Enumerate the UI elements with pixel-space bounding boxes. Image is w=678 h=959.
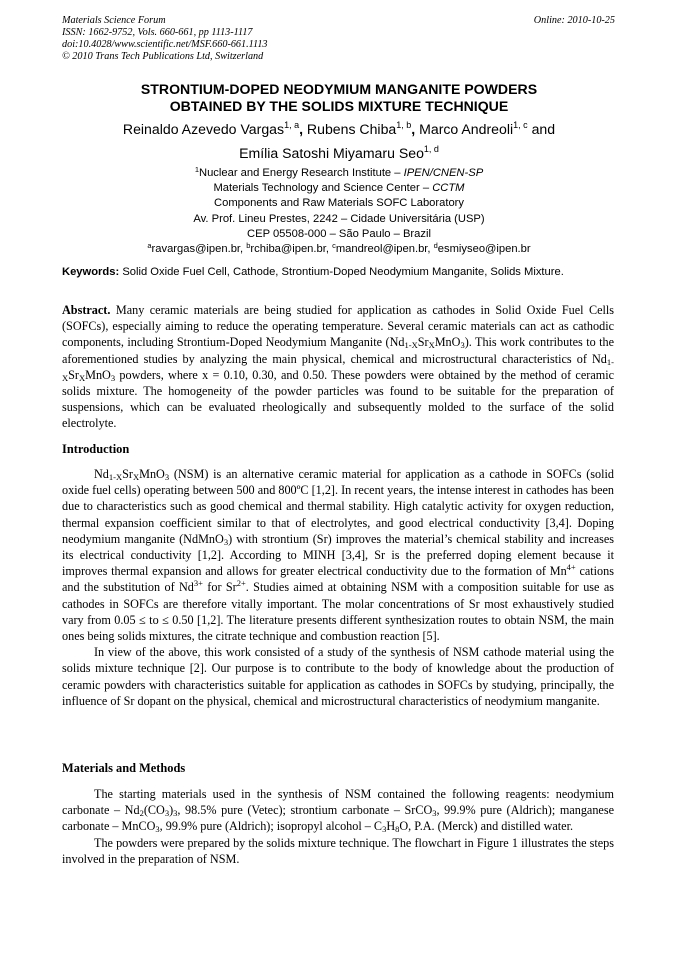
methods-body	[62, 786, 614, 867]
keywords-label: Keywords:	[62, 266, 120, 278]
text-run: (NSM) is an alternative ceramic material for application as a cathode in SOFCs (solid oxide fuel cells) operating between 500 and 800ºC [1,2]. In recent years, the intense interest in cathodes has been due to characteristics such as good chemical and thermal stability. High catalytic activity for oxygen reduction, thermal expansion coefficient similar to that of electrolytes, and good electrical conductivity [3,4]. Doping neodymium manganite (NdMnO	[62, 467, 614, 546]
online-date: Online: 2010-10-25	[533, 15, 615, 26]
email-link[interactable]: esmiyseo@ipen.br	[437, 243, 531, 256]
formula-sub: 1-X	[404, 340, 418, 351]
email-mark: d	[433, 241, 438, 251]
abstract-text: MnO	[85, 367, 111, 382]
copyright: © 2010 Trans Tech Publications Ltd, Switzerland	[62, 51, 264, 62]
formula-sub: 2	[139, 808, 144, 819]
author-affiliation-mark: 1, b	[396, 120, 412, 130]
abstract-text: ). This work contributes to the aforementioned studies by analyzing the main physical, chemical and microstructural characteristics of Nd	[62, 335, 614, 366]
text-run: MnO	[139, 467, 165, 481]
affiliation-line: CEP 05508-000 – São Paulo – Brazil	[247, 227, 431, 240]
text-run: , 98.5% pure (Vetec); strontium carbonate – SrCO	[177, 803, 433, 818]
affiliation-line: Components and Raw Materials SOFC Laboratory	[214, 197, 464, 210]
paragraph	[62, 786, 614, 835]
title-line-1: STRONTIUM-DOPED NEODYMIUM MANGANITE POWDERS	[140, 81, 538, 97]
section-heading-introduction: Introduction	[62, 442, 130, 456]
title-line-2: OBTAINED BY THE SOLIDS MIXTURE TECHNIQUE	[169, 98, 509, 114]
text-run: Sr	[122, 467, 133, 481]
affiliation-line: Av. Prof. Lineu Prestes, 2242 – Cidade Universitária (USP)	[193, 212, 485, 225]
abstract-text: Many ceramic materials are being studied for application as cathodes in Solid Oxide Fuel Cells (SOFCs), especially aiming to reduce the operating temperature. Several ceramic materials can act as cathodic components, including Strontium-Doped Neodymium Manganite (Nd	[62, 303, 615, 350]
author-affiliation-mark: 1, c	[513, 120, 528, 130]
affiliation-acronym: IPEN/CNEN-SP	[403, 167, 484, 179]
formula-sub: X	[428, 340, 435, 351]
doi: doi:10.4028/www.scientific.net/MSF.660-661.1113	[62, 39, 268, 50]
introduction-body	[62, 466, 614, 709]
formula-sub: 1-X	[62, 356, 614, 383]
formula-sub: X	[78, 372, 86, 383]
formula-sub: 3	[164, 472, 170, 482]
text-run: (CO	[143, 803, 165, 818]
text-run: for Sr	[202, 580, 237, 595]
affiliation-acronym: CCTM	[432, 182, 465, 195]
formula-sub: 3	[460, 340, 465, 351]
abstract-text: MnO	[434, 335, 461, 350]
affiliation-line: Nuclear and Energy Research Institute –	[199, 167, 404, 179]
text-run: O, P.A. (Merck) and distilled water.	[399, 819, 574, 834]
formula-sub: 8	[395, 824, 400, 835]
journal-header	[62, 15, 268, 63]
text-run: )	[169, 803, 174, 818]
formula-sub: 3	[155, 824, 160, 835]
formula-sup: 3+	[193, 578, 203, 589]
abstract-label: Abstract.	[62, 303, 111, 317]
formula-sub: 3	[173, 808, 178, 819]
keywords-text: Solid Oxide Fuel Cell, Cathode, Strontium-Doped Neodymium Manganite, Solids Mixture.	[122, 266, 564, 278]
formula-sub: X	[132, 472, 140, 482]
paragraph: In view of the above, this work consisted of a study of the synthesis of NSM cathode material using the solids mixture technique [2]. Our purpose is to contribute to the body of knowledge about the production of ceramic powders with characteristics suitable for application as cathodes in SOFCs by studying, principally, the influence of Sr dopant on the physical, chemical and microstructural characteristics of neodymium manganite.	[62, 645, 614, 708]
text-run: The starting materials used in the synthesis of NSM contained the following reagents: neodymium carbonate – Nd	[62, 787, 614, 818]
author-affiliation-mark: 1, a	[284, 120, 300, 130]
author-name: Reinaldo Azevedo Vargas	[122, 121, 285, 137]
text-run: ) with strontium (Sr) improves the material’s chemical stability and increases its electrical conductivity [1,2]. According to MINH [3,4], Sr is the preferred doping element because it improves thermal expansion and allows for greater electrical conductivity due to the formation of Mn	[62, 531, 615, 579]
email-link[interactable]: ravargas@ipen.br	[151, 243, 241, 256]
text-run: cations and the substitution of Nd	[62, 564, 614, 595]
author-name: Rubens Chiba	[306, 121, 397, 137]
issn: ISSN: 1662-9752, Vols. 660-661, pp 1113-1117	[62, 27, 253, 38]
email-link[interactable]: rchiba@ipen.br	[250, 243, 326, 256]
affiliation-line: Materials Technology and Science Center –	[213, 182, 433, 195]
text-run: Nd	[94, 467, 109, 481]
abstract	[62, 302, 614, 432]
text-run: , 99.9% pure (Aldrich); isopropyl alcohol – C	[159, 819, 383, 834]
affiliation-mark: 1	[194, 165, 199, 174]
section-heading-materials-methods: Materials and Methods	[62, 761, 186, 775]
email-mark: a	[147, 241, 152, 251]
formula-sub: 1-X	[108, 472, 123, 482]
formula-sub: 3	[110, 372, 116, 383]
formula-sup: 2+	[236, 578, 246, 589]
author-list: Reinaldo Azevedo Vargas$^{1, a}$, Rubens Chiba$^{1, b}$, Marco Andreoli$^{1, c}$ and Emília Satoshi Miyamaru Seo$^{1, d}$	[122, 120, 556, 161]
email-link[interactable]: mandreol@ipen.br	[335, 243, 428, 256]
author-name: Marco Andreoli	[419, 121, 514, 137]
abstract-text: powders, where x = 0.10, 0.30, and 0.50. These powders were obtained by the method of ceramic solids mixture. The homogeneity of the powder particles was found to be suitable for the preparation of suspensions, which can be evaluated rheologically and subsequently molded to the surface of the solid electrolyte.	[62, 367, 614, 431]
formula-sub: 3	[382, 824, 387, 835]
journal-name: Materials Science Forum	[62, 15, 166, 26]
text-run: , 99.9% pure (Aldrich); manganese carbonate – MnCO	[62, 803, 614, 834]
paragraph	[62, 466, 614, 644]
formula-sub: 3	[164, 808, 170, 819]
email-mark: c	[332, 241, 336, 251]
text-run: . Studies aimed at obtaining NSM with a composition suitable for use as cathodes in SOFCs are therefore vitally important. The molar concentrations of Sr most exhaustively studied vary from 0.05 ≤ to ≤ 0.50 [1,2]. The literature presents different synthesization routes to obtain NSM, the main ones being solids mixtures, the citrate technique and combustion reaction [5].	[62, 580, 614, 644]
email-list: $^a$ravargas@ipen.br, $^b$rchiba@ipen.br, $^c$mandreol@ipen.br, $^d$esmiyseo@ipen.br	[147, 241, 531, 256]
formula-sub: 3	[223, 536, 229, 547]
author-conjunction: and	[531, 121, 556, 137]
author-affiliation-mark: 1, d	[423, 144, 439, 154]
paragraph: The powders were prepared by the solids mixture technique. The flowchart in Figure 1 illustrates the steps involved in the preparation of NSM.	[62, 835, 614, 866]
abstract-text: Sr	[417, 335, 429, 350]
formula-sub: 3	[432, 808, 437, 819]
author-name: Emília Satoshi Miyamaru Seo	[239, 145, 424, 161]
text-run: H	[386, 819, 396, 834]
affiliation-block	[62, 166, 616, 257]
email-mark: b	[246, 241, 251, 251]
abstract-text: Sr	[68, 367, 79, 382]
keywords	[62, 265, 616, 280]
paper-title	[62, 81, 616, 115]
formula-sup: 4+	[566, 562, 576, 573]
